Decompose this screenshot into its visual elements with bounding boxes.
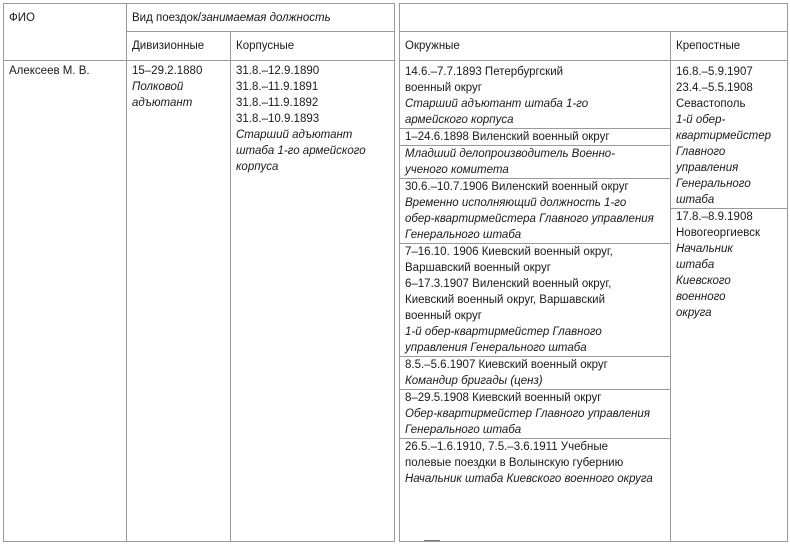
entry-block (400, 128, 670, 145)
date-place-text: 31.8.–11.9.1891 (236, 81, 319, 93)
position-text: Генерального (676, 178, 751, 190)
position-text: штаба 1-го армейского (236, 145, 366, 157)
date-place-text: 31.8.–12.9.1890 (236, 65, 320, 77)
entry-block (400, 178, 670, 243)
date-place-text: полевые поездки в Волынскую губернию (405, 457, 624, 469)
header-trip-type (127, 4, 395, 32)
header-trip-type-label: Вид поездок/ (132, 12, 202, 24)
date-place-text: 8.5.–5.6.1907 Киевский военный округ (405, 359, 608, 371)
entry-block (671, 61, 787, 208)
position-text: адъютант (132, 97, 193, 109)
position-text: управления (676, 162, 739, 174)
position-text: штаба (676, 194, 715, 206)
divisional-lines (132, 63, 225, 111)
cell-fortress (671, 61, 788, 542)
left-page-table (3, 3, 395, 542)
position-text: Полковой (132, 81, 184, 93)
date-place-text: 26.5.–1.6.1910, 7.5.–3.6.1911 Учебные (405, 441, 608, 453)
date-place-text: 17.8.–8.9.1908 (676, 211, 753, 223)
header-divisional (127, 32, 231, 61)
date-place-text: 1–24.6.1898 Виленский военный округ (405, 131, 610, 143)
position-text: штаба (676, 259, 715, 271)
position-text: Старший адъютант (236, 129, 353, 141)
position-text: Генерального штаба (405, 229, 522, 241)
position-text: Временно исполняющий должность 1-го (405, 197, 627, 209)
position-text: округа (676, 307, 712, 319)
entry-block (400, 61, 670, 128)
date-place-text: 6–17.3.1907 Виленский военный округ, (405, 278, 612, 290)
position-text: Начальник (676, 243, 733, 255)
header-fortress (671, 32, 788, 61)
fortress-blocks (671, 61, 787, 321)
person-name: Алексеев М. В. (9, 65, 90, 77)
date-place-text: Новогеоргиевск (676, 227, 760, 239)
position-text: Генерального штаба (405, 424, 522, 436)
date-place-text: 30.6.–10.7.1906 Виленский военный округ (405, 181, 629, 193)
cell-name (4, 61, 127, 542)
entry-block (400, 356, 670, 389)
position-text: Старший адъютант штаба 1-го (405, 98, 589, 110)
cell-divisional (127, 61, 231, 542)
header-fio (4, 4, 127, 61)
date-place-text: 14.6.–7.7.1893 Петербургский (405, 66, 564, 78)
position-text: квартирмейстер (676, 130, 772, 142)
entry-block (400, 145, 670, 178)
district-blocks (400, 61, 670, 487)
right-page-table (399, 3, 788, 542)
date-place-text: 15–29.2.1880 (132, 65, 203, 77)
header-divisional-label: Дивизионные (132, 40, 205, 52)
date-place-text: Севастополь (676, 98, 746, 110)
date-place-text: 23.4.–5.5.1908 (676, 82, 753, 94)
entry-block (400, 438, 670, 487)
position-text: Командир бригады (ценз) (405, 375, 543, 387)
position-text: Главного (676, 146, 726, 158)
date-place-text: военный округ (405, 82, 482, 94)
date-place-text: 7–16.10. 1906 Киевский военный округ, (405, 246, 613, 258)
entry-block (400, 243, 670, 356)
position-text: 1-й обер- (676, 114, 726, 126)
date-place-text: 8–29.5.1908 Киевский военный округ (405, 392, 602, 404)
position-text: управления Генерального штаба (405, 342, 587, 354)
cell-corps (231, 61, 395, 542)
date-place-text: Киевский военный округ, Варшавский (405, 294, 605, 306)
cell-district (400, 61, 671, 542)
entry-block (400, 389, 670, 438)
header-district-label: Окружные (405, 40, 460, 52)
position-text: Начальник штаба Киевского военного округа (405, 473, 653, 485)
date-place-text: 16.8.–5.9.1907 (676, 66, 753, 78)
position-text: 1-й обер-квартирмейстер Главного (405, 326, 602, 338)
header-trip-position-label: занимаемая должность (201, 12, 331, 24)
date-place-text: Варшавский военный округ (405, 262, 551, 274)
position-text: Обер-квартирмейстер Главного управления (405, 408, 650, 420)
position-text: Младший делопроизводитель Военно- (405, 148, 616, 160)
corps-lines (236, 63, 389, 175)
header-fortress-label: Крепостные (676, 40, 741, 52)
position-text: армейского корпуса (405, 114, 514, 126)
header-corps-label: Корпусные (236, 40, 295, 52)
entry-block (671, 208, 787, 321)
position-text: ученого комитета (405, 164, 509, 176)
header-district (400, 32, 671, 61)
header-fio-label: ФИО (9, 12, 35, 24)
position-text: военного (676, 291, 726, 303)
date-place-text: военный округ (405, 310, 482, 322)
position-text: Киевского (676, 275, 731, 287)
page-mark (424, 540, 440, 541)
position-text: обер-квартирмейстера Главного управления (405, 213, 654, 225)
header-corps (231, 32, 395, 61)
header-empty (400, 4, 788, 32)
date-place-text: 31.8.–11.9.1892 (236, 97, 319, 109)
position-text: корпуса (236, 161, 279, 173)
date-place-text: 31.8.–10.9.1893 (236, 113, 320, 125)
